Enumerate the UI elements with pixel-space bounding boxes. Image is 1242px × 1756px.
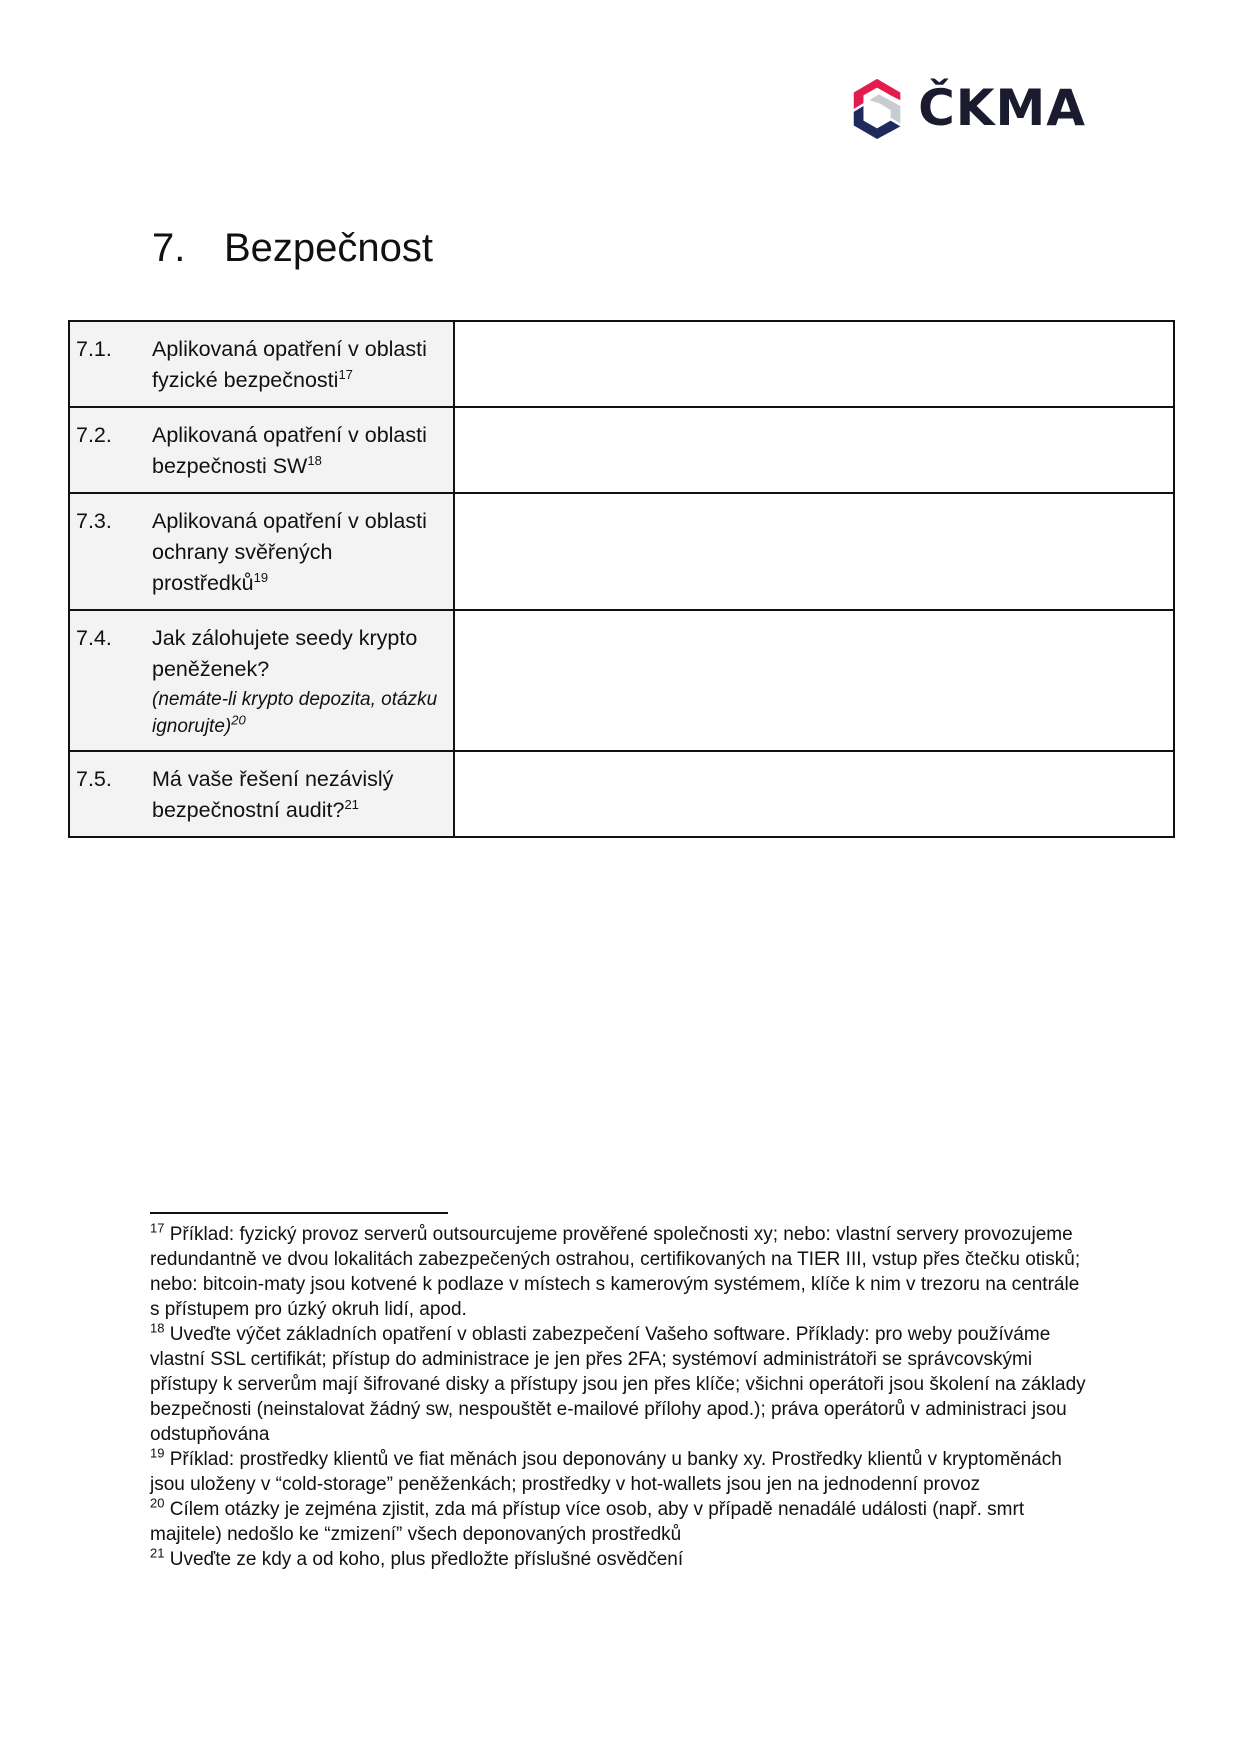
footnote-ref[interactable]: 21 bbox=[344, 796, 359, 812]
question-note: (nemáte-li krypto depozita, otázku ignorujte) bbox=[152, 689, 438, 737]
question-text: Aplikovaná opatření v oblasti fyzické bezpečnosti bbox=[152, 337, 427, 392]
footnote-text: Cílem otázky je zejména zjistit, zda má přístup více osob, aby v případě nenadálé události (např. smrt majitele) nedošlo ke “zmizení” všech deponovaných prostředků bbox=[150, 1499, 1025, 1545]
question-text: Jak zálohujete seedy krypto peněženek? bbox=[152, 626, 418, 681]
question-text-wrap bbox=[152, 420, 445, 482]
footnote-text: Příklad: fyzický provoz serverů outsourcujeme prověřené společnosti xy; nebo: vlastní servery provozujeme redundantně ve dvou lokalitách zabezpečených ostrahou, certifikovaných na TIER III, vstup přes čtečku otisků; nebo: bitcoin-maty jsou kotvené k podlaze v místech s kamerovým systémem, klíče k nim v trezoru na centrále s přístupem pro úzký okruh lidí, apod. bbox=[150, 1224, 1081, 1320]
question-text: Aplikovaná opatření v oblasti bezpečnosti SW bbox=[152, 423, 427, 478]
footnotes bbox=[150, 1222, 1090, 1572]
answer-cell[interactable] bbox=[454, 610, 1174, 751]
section-number: 7. bbox=[152, 226, 186, 270]
table-row bbox=[69, 321, 1174, 407]
question-text: Má vaše řešení nezávislý bezpečnostní audit? bbox=[152, 767, 394, 822]
ckma-logo bbox=[846, 74, 1086, 142]
footnote-ref[interactable]: 19 bbox=[253, 569, 269, 585]
footnote bbox=[150, 1222, 1090, 1322]
footnote-number: 20 bbox=[150, 1495, 165, 1511]
footnote bbox=[150, 1497, 1090, 1547]
answer-cell[interactable] bbox=[454, 493, 1174, 610]
question-cell bbox=[69, 751, 454, 837]
footnote-number: 18 bbox=[150, 1320, 165, 1336]
question-number: 7.1. bbox=[76, 337, 112, 361]
footnote-number: 19 bbox=[150, 1445, 165, 1461]
footnote-number: 21 bbox=[150, 1545, 165, 1561]
question-note-wrap bbox=[152, 686, 445, 740]
footnote-text: Příklad: prostředky klientů ve fiat měnách jsou deponovány u banky xy. Prostředky klientů v kryptoměnách jsou uloženy v “cold-storage” peněženkách; prostředky v hot-wallets jsou jen na jednodenní provoz bbox=[150, 1449, 1062, 1495]
logo-text: ČKMA bbox=[918, 79, 1086, 137]
table-row bbox=[69, 407, 1174, 493]
question-cell bbox=[69, 493, 454, 610]
answer-cell[interactable] bbox=[454, 407, 1174, 493]
table-row bbox=[69, 610, 1174, 751]
answer-cell[interactable] bbox=[454, 321, 1174, 407]
question-cell bbox=[69, 321, 454, 407]
question-number: 7.5. bbox=[76, 767, 112, 791]
question-text-wrap bbox=[152, 623, 445, 740]
question-text: Aplikovaná opatření v oblasti ochrany svěřených prostředků bbox=[152, 509, 427, 595]
footnote bbox=[150, 1547, 1090, 1572]
section-title: Bezpečnost bbox=[224, 226, 434, 270]
question-text-wrap bbox=[152, 506, 445, 599]
footnote-ref[interactable]: 18 bbox=[307, 452, 322, 468]
question-number: 7.4. bbox=[76, 626, 112, 650]
footnote-ref[interactable]: 20 bbox=[231, 712, 246, 728]
question-number: 7.3. bbox=[76, 509, 112, 533]
footnote bbox=[150, 1447, 1090, 1497]
section-heading bbox=[152, 228, 433, 268]
footnote-text: Uveďte výčet základních opatření v oblasti zabezpečení Vašeho software. Příklady: pro weby používáme vlastní SSL certifikát; přístup do administrace je jen přes 2FA; systémoví administrátoři se správcovskými přístupy k serverům mají šifrované disky a přístupy jsou jen přes klíče; všichni operátoři jsou školení na základy bezpečnosti (neinstalovat žádný sw, nespouštět e-mailové přílohy apod.); práva operátorů v administraci jsou odstupňována bbox=[150, 1324, 1086, 1445]
answer-cell[interactable] bbox=[454, 751, 1174, 837]
footnote bbox=[150, 1322, 1090, 1447]
question-number: 7.2. bbox=[76, 423, 112, 447]
question-cell bbox=[69, 610, 454, 751]
question-text-wrap bbox=[152, 334, 445, 396]
table-row bbox=[69, 493, 1174, 610]
footnote-separator bbox=[150, 1212, 448, 1214]
security-table bbox=[68, 320, 1175, 838]
question-cell bbox=[69, 407, 454, 493]
question-text-wrap bbox=[152, 764, 445, 826]
table-row bbox=[69, 751, 1174, 837]
footnote-ref[interactable]: 17 bbox=[338, 366, 353, 382]
footnote-text: Uveďte ze kdy a od koho, plus předložte příslušné osvědčení bbox=[169, 1549, 684, 1570]
footnote-number: 17 bbox=[150, 1220, 165, 1236]
ckma-logo-icon bbox=[846, 74, 908, 142]
